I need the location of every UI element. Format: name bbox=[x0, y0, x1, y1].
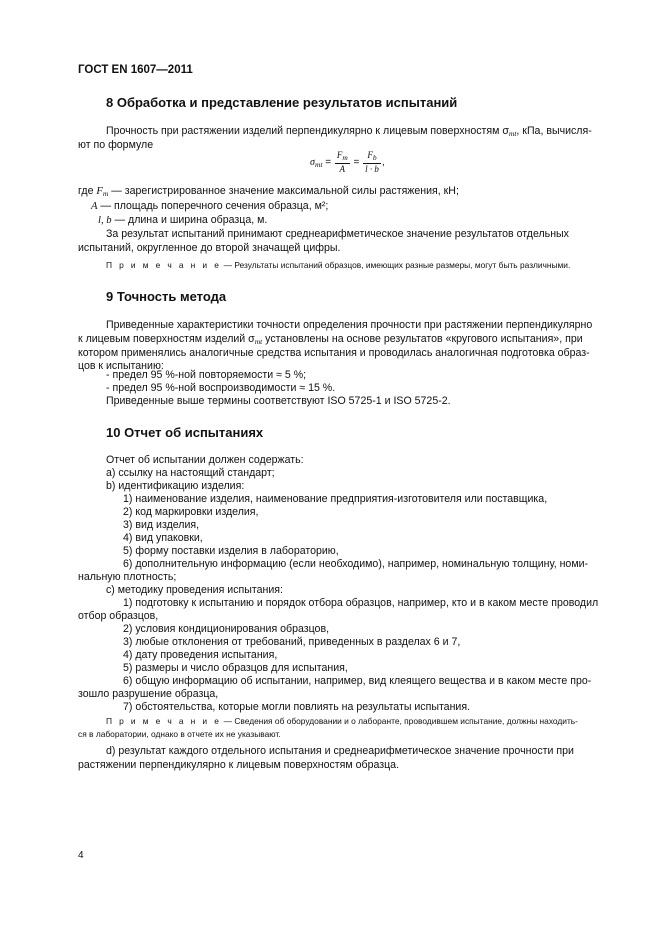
s10-item-c6-cont: зошло разрушение образца, bbox=[78, 688, 219, 700]
s9-iso-reference: Приведенные выше термины соответствуют ISO 5725-1 и ISO 5725-2. bbox=[106, 395, 451, 407]
page-number: 4 bbox=[78, 850, 84, 861]
s9-repeatability: - предел 95 %-ной повторяемости ≈ 5 %; bbox=[106, 369, 307, 381]
s10-item-c1-cont: отбор образцов, bbox=[78, 610, 159, 622]
s10-item-c1: 1) подготовку к испытанию и порядок отбора образцов, например, кто и в каком месте проводил bbox=[123, 597, 599, 609]
s8-note: П р и м е ч а н и е — Результаты испытаний образцов, имеющих разные размеры, могут быть различными. bbox=[106, 260, 571, 270]
s8-paragraph-1: Прочность при растяжении изделий перпендикулярно к лицевым поверхностям $\sigma_{mt}$, кПа, вычисля- bbox=[106, 125, 592, 138]
s10-item-a: а) ссылку на настоящий стандарт; bbox=[106, 467, 275, 479]
tensile-strength-formula: $\sigma_{mt}$ = $\frac{F_m}{A}$ = $\frac{F_b}{l \cdot b}$ , bbox=[310, 150, 385, 174]
s10-item-b3: 3) вид изделия, bbox=[123, 519, 200, 531]
s10-item-d-cont: растяжении перпендикулярно к лицевым поверхностям образца. bbox=[78, 759, 400, 771]
s10-item-c7: 7) обстоятельства, которые могли повлиять на результаты испытания. bbox=[123, 701, 471, 713]
definition-l-b: l, b — длина и ширина образца, м. bbox=[98, 214, 268, 226]
s10-item-b5: 5) форму поставки изделия в лабораторию, bbox=[123, 545, 339, 557]
s10-item-d: d) результат каждого отдельного испытания и среднеарифметическое значение прочности при bbox=[106, 745, 574, 757]
section-9-title: 9 Точность метода bbox=[106, 289, 227, 304]
s9-line-1: Приведенные характеристики точности определения прочности при растяжении перпендикулярно bbox=[106, 319, 593, 331]
s10-item-b6: 6) дополнительную информацию (если необходимо), например, номинальную толщину, номи- bbox=[123, 558, 589, 570]
definition-a: A — площадь поперечного сечения образца, м²; bbox=[91, 200, 329, 212]
s10-item-c4: 4) дату проведения испытания, bbox=[123, 649, 278, 661]
definition-fm: где $F_m$ — зарегистрированное значение максимальной силы растяжения, кН; bbox=[78, 185, 459, 198]
s10-item-c: с) методику проведения испытания: bbox=[106, 584, 283, 596]
s10-note: П р и м е ч а н и е — Сведения об оборудовании и о лаборанте, проводившем испытание, должны находить- bbox=[106, 716, 578, 726]
s10-item-b4: 4) вид упаковки, bbox=[123, 532, 203, 544]
s10-note-cont: ся в лаборатории, однако в отчете их не указывают. bbox=[78, 729, 281, 739]
s9-line-2: к лицевым поверхностям изделий $\sigma_{mt}$ установлены на основе результатов «кругового испытания», при bbox=[78, 333, 583, 346]
s10-item-b1: 1) наименование изделия, наименование предприятия-изготовителя или поставщика, bbox=[123, 493, 548, 505]
fraction-fb-lb: $\frac{F_b}{l \cdot b}$ bbox=[365, 150, 379, 174]
s10-item-c3: 3) любые отклонения от требований, приведенных в разделах 6 и 7, bbox=[123, 636, 461, 648]
section-10-title: 10 Отчет об испытаниях bbox=[106, 425, 264, 440]
s10-item-b: b) идентификацию изделия: bbox=[106, 480, 245, 492]
s8-paragraph-2-cont: испытаний, округленное до второй значащей цифры. bbox=[78, 242, 341, 254]
s10-item-c2: 2) условия кондиционирования образцов, bbox=[123, 623, 330, 635]
document-header: ГОСТ EN 1607—2011 bbox=[78, 64, 193, 76]
s10-item-b6-cont: нальную плотность; bbox=[78, 571, 177, 583]
s10-intro: Отчет об испытании должен содержать: bbox=[106, 454, 304, 466]
s10-item-c5: 5) размеры и число образцов для испытания, bbox=[123, 662, 348, 674]
section-8-title: 8 Обработка и представление результатов испытаний bbox=[106, 95, 458, 110]
s9-line-4: цов к испытанию: bbox=[78, 360, 164, 372]
s8-paragraph-1-cont: ют по формуле bbox=[78, 139, 154, 151]
s10-item-b2: 2) код маркировки изделия, bbox=[123, 506, 259, 518]
s9-line-3: котором применялись аналогичные средства испытания и проводилась аналогичная подготовка образ- bbox=[78, 347, 590, 359]
fraction-fm-a: $\frac{F_m}{A}$ bbox=[336, 150, 348, 174]
s10-item-c6: 6) общую информацию об испытании, например, вид клеящего вещества и в каком месте про- bbox=[123, 675, 592, 687]
s9-reproducibility: - предел 95 %-ной воспроизводимости ≈ 15 %. bbox=[106, 382, 336, 394]
s8-paragraph-2: За результат испытаний принимают среднеарифметическое значение результатов отдельных bbox=[106, 228, 569, 240]
